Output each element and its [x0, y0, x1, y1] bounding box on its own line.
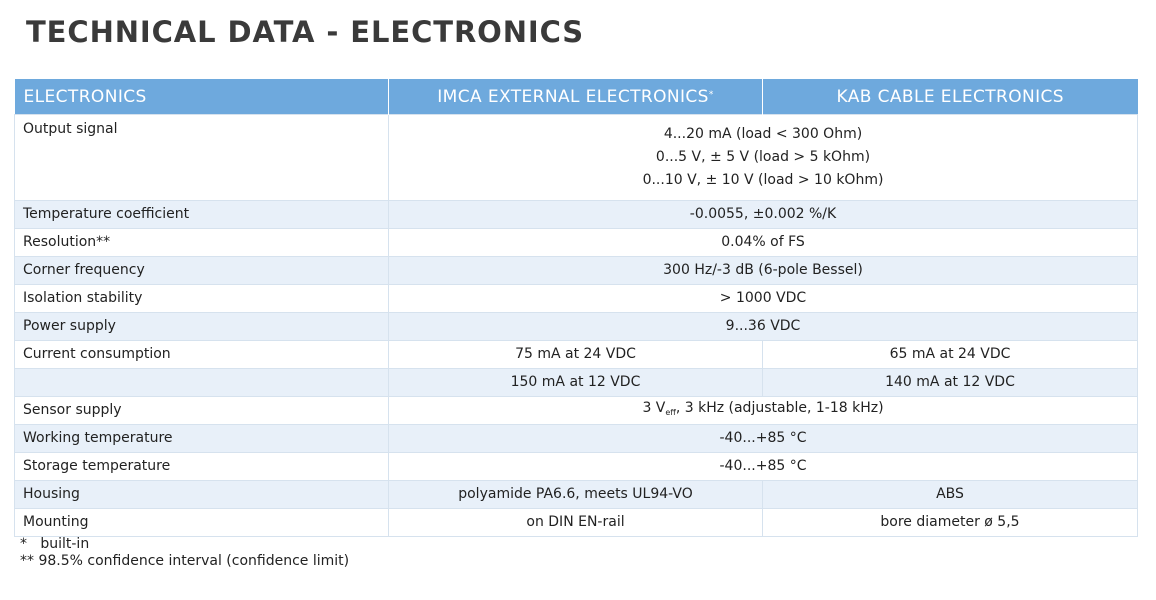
row-value-imca: 75 mA at 24 VDC	[389, 341, 763, 369]
table-row-storage-temperature	[15, 453, 1138, 481]
header-imca-footnote-mark: *	[708, 89, 714, 100]
header-imca	[389, 79, 763, 115]
row-label: Current consumption	[15, 341, 389, 369]
table-row-corner-frequency	[15, 257, 1138, 285]
row-value-kab: ABS	[763, 481, 1138, 509]
row-label: Sensor supply	[15, 397, 389, 425]
row-value: > 1000 VDC	[389, 285, 1138, 313]
header-imca-label: IMCA EXTERNAL ELECTRONICS	[437, 86, 709, 107]
table-row-power-supply	[15, 313, 1138, 341]
row-label: Power supply	[15, 313, 389, 341]
header-electronics: ELECTRONICS	[15, 79, 389, 115]
row-value: -40...+85 °C	[389, 453, 1138, 481]
row-value	[389, 397, 1138, 425]
row-label: Working temperature	[15, 425, 389, 453]
row-label: Housing	[15, 481, 389, 509]
row-value-imca: 150 mA at 12 VDC	[389, 369, 763, 397]
row-value-kab: 65 mA at 24 VDC	[763, 341, 1138, 369]
table-row-working-temperature	[15, 425, 1138, 453]
row-label: Resolution**	[15, 229, 389, 257]
table-row-current-consumption-12v	[15, 369, 1138, 397]
row-value: -0.0055, ±0.002 %/K	[389, 201, 1138, 229]
row-value	[389, 115, 1138, 201]
output-signal-line: 4...20 mA (load < 300 Ohm)	[663, 126, 863, 142]
footnote-confidence: ** 98.5% confidence interval (confidence limit)	[20, 553, 350, 569]
table-row-sensor-supply	[15, 397, 1138, 425]
row-value-kab: bore diameter ø 5,5	[763, 509, 1138, 537]
sensor-supply-subscript: eff	[665, 408, 676, 417]
row-label: Storage temperature	[15, 453, 389, 481]
row-label: Isolation stability	[15, 285, 389, 313]
table-row-isolation-stability	[15, 285, 1138, 313]
table-row-mounting	[15, 509, 1138, 537]
row-value-kab: 140 mA at 12 VDC	[763, 369, 1138, 397]
output-signal-line: 0...5 V, ± 5 V (load > 5 kOhm)	[655, 149, 871, 165]
row-value-imca: on DIN EN-rail	[389, 509, 763, 537]
table-header-row	[15, 79, 1138, 115]
footnotes	[20, 536, 349, 570]
table-row-resolution	[15, 229, 1138, 257]
row-label	[15, 369, 389, 397]
table-row-output-signal	[15, 115, 1138, 201]
page-title: TECHNICAL DATA - ELECTRONICS	[26, 15, 585, 49]
footnote-built-in: * built-in	[20, 536, 90, 552]
row-label: Output signal	[15, 115, 389, 201]
output-signal-line: 0...10 V, ± 10 V (load > 10 kOhm)	[642, 172, 884, 188]
table-row-housing	[15, 481, 1138, 509]
table-row-temperature-coefficient	[15, 201, 1138, 229]
table-row-current-consumption	[15, 341, 1138, 369]
row-label: Mounting	[15, 509, 389, 537]
row-value: 300 Hz/-3 dB (6-pole Bessel)	[389, 257, 1138, 285]
sensor-supply-voltage: 3 V	[642, 400, 666, 416]
row-label: Corner frequency	[15, 257, 389, 285]
row-value: 0.04% of FS	[389, 229, 1138, 257]
electronics-spec-table	[14, 79, 1138, 537]
row-value: -40...+85 °C	[389, 425, 1138, 453]
row-value: 9...36 VDC	[389, 313, 1138, 341]
sensor-supply-frequency: , 3 kHz (adjustable, 1-18 kHz)	[675, 400, 884, 416]
row-label: Temperature coefficient	[15, 201, 389, 229]
row-value-imca: polyamide PA6.6, meets UL94-VO	[389, 481, 763, 509]
header-kab: KAB CABLE ELECTRONICS	[763, 79, 1138, 115]
